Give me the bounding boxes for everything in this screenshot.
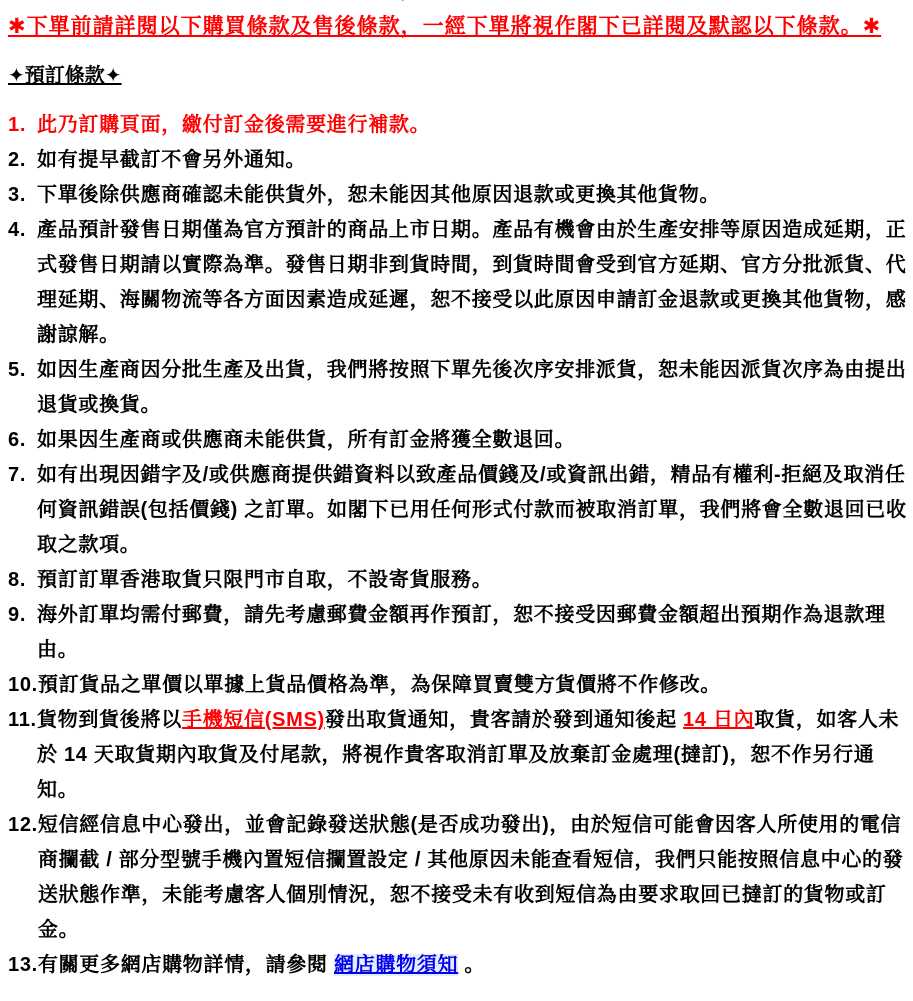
term-item [8, 213, 909, 353]
term-number: 1. [8, 114, 27, 136]
term-text [38, 808, 909, 948]
term-number: 6. [8, 429, 27, 451]
term-text [38, 948, 909, 983]
term-text [38, 668, 909, 703]
text-segment: 取貨，如客人未於 14 天取貨期內取貨及付尾款，將視作貴客取消訂單及放棄訂金處理(撻訂)，恕不作另行通知。 [37, 709, 900, 801]
term-text [37, 353, 909, 423]
term-item [8, 178, 909, 213]
text-segment: 如因生產商因分批生產及出貨，我們將按照下單先後次序安排派貨，恕未能因派貨次序為由提出退貨或換貨。 [37, 359, 907, 416]
text-segment: 此乃訂購頁面，繳付訂金後需要進行補款。 [37, 114, 431, 136]
text-segment: 有關更多網店購物詳情，請參閱 [37, 954, 334, 976]
term-number: 13. [8, 954, 38, 976]
term-item [8, 563, 909, 598]
terms-list [8, 108, 909, 983]
term-number: 5. [8, 359, 27, 381]
term-text [37, 143, 909, 178]
text-segment: 產品預計發售日期僅為官方預計的商品上市日期。產品有機會由於生產安排等原因造成延期，正式發售日期請以實際為準。發售日期非到貨時間，到貨時間會受到官方延期、官方分批派貨、代理延期、海關物流等各方面因素造成延遲，恕不接受以此原因申請訂金退款或更換其他貨物，感謝諒解。 [37, 219, 907, 346]
online-store-guide-link[interactable]: 網店購物須知 [333, 954, 459, 976]
text-segment: 下單後除供應商確認未能供貨外，恕未能因其他原因退款或更換其他貨物。 [37, 184, 721, 206]
term-number: 2. [8, 149, 27, 171]
text-segment: 如有出現因錯字及/或供應商提供錯資料以致產品價錢及/或資訊出錯，精品有權利-拒絕及取消任何資訊錯誤(包括價錢) 之訂單。如閣下已用任何形式付款而被取消訂單，我們將會全數退回已收取之款項。 [37, 464, 907, 556]
term-text [37, 423, 909, 458]
section-header-preorder-terms: ✦預訂條款✦ [8, 65, 122, 87]
term-item [8, 458, 909, 563]
term-text [37, 178, 909, 213]
text-segment: 預訂貨品之單價以單據上貨品價格為準，為保障買賣雙方貨價將不作修改。 [37, 674, 722, 696]
term-text [37, 213, 909, 353]
term-text [37, 458, 909, 563]
term-item [8, 948, 909, 983]
term-text [37, 563, 909, 598]
text-segment: 如有提早截訂不會另外通知。 [37, 149, 307, 171]
term-item [8, 668, 909, 703]
term-item [8, 108, 909, 143]
term-text [37, 703, 909, 808]
term-number: 11. [8, 709, 37, 731]
term-item [8, 353, 909, 423]
text-segment: 如果因生產商或供應商未能供貨，所有訂金將獲全數退回。 [37, 429, 576, 451]
cropped-text-top [8, 0, 909, 4]
text-segment: 。 [458, 954, 486, 976]
term-number: 4. [8, 219, 27, 241]
term-item [8, 423, 909, 458]
term-text [37, 108, 909, 143]
term-item [8, 143, 909, 178]
term-number: 7. [8, 464, 27, 486]
text-segment: 預訂訂單香港取貨只限門市自取，不設寄貨服務。 [37, 569, 493, 591]
cropped-red-text [8, 0, 909, 5]
text-segment: 短信經信息中心發出，並會記錄發送狀態(是否成功發出)，由於短信可能會因客人所使用的電信商攔截 / 部分型號手機內置短信攔置設定 / 其他原因未能查看短信，我們只能按照信息中心的發送狀態作準，未能考慮客人個別情況，恕不接受未有收到短信為由要求取回已撻訂的貨物或訂金。 [37, 814, 904, 941]
text-segment: 海外訂單均需付郵費，請先考慮郵費金額再作預訂，恕不接受因郵費金額超出預期作為退款理由。 [37, 604, 886, 661]
term-text [37, 598, 909, 668]
text-segment: 貨物到貨後將以 [37, 709, 182, 731]
term-number: 3. [8, 184, 27, 206]
sms-notice-emphasis: 手機短信(SMS) [181, 709, 325, 731]
term-item [8, 598, 909, 668]
term-number: 9. [8, 604, 27, 626]
text-segment: 發出取貨通知，貴客請於發到通知後起 [324, 709, 684, 731]
term-item [8, 808, 909, 948]
notice-title: ✱下單前請詳閱以下購買條款及售後條款，一經下單將視作閣下已詳閱及默認以下條款。✱ [8, 15, 882, 38]
term-number: 12. [8, 814, 38, 836]
term-number: 8. [8, 569, 27, 591]
pickup-deadline-emphasis: 14 日內 [683, 709, 755, 731]
term-number: 10. [8, 674, 38, 696]
term-item [8, 703, 909, 808]
